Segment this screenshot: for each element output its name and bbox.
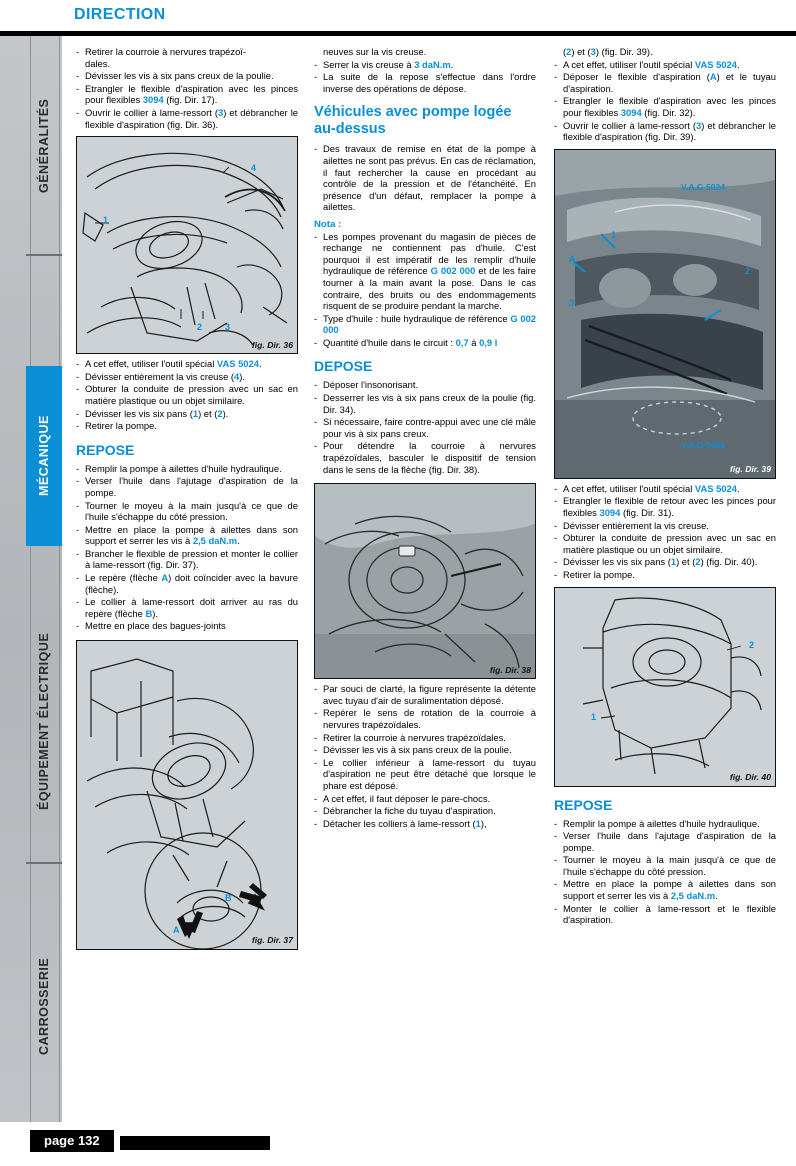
list-item: - Tourner le moyeu à la main jusqu'à ce que de l'huile s'échappe du côté pression. (76, 500, 298, 523)
figure-dir-39-photo (555, 150, 775, 478)
list-item: - Le collier à lame-ressort doit arriver au ras du repère (flèche B). (76, 596, 298, 619)
col1-repose-list (76, 463, 298, 632)
list-item: - Si nécessaire, faire contre-appui avec une clé mâle pour vis à six pans creux. (314, 416, 536, 439)
list-item: - Obturer la conduite de pression avec un sac en matière plastique ou un objet similaire. (554, 532, 776, 555)
figure-label-1: 1 (103, 215, 109, 226)
list-item: - Remplir la pompe à ailettes d'huile hydraulique. (554, 818, 776, 830)
list-item: - Brancher le flexible de pression et monter le collier à lame-ressort (fig. Dir. 37). (76, 548, 298, 571)
sidebar-item-label: MÉCANIQUE (37, 415, 51, 497)
figure-label-a: A (569, 253, 576, 264)
figure-caption: fig. Dir. 38 (489, 664, 531, 675)
list-item: - Ouvrir le collier à lame-ressort (3) et débrancher le flexible d'aspiration (fig. Dir. 39). (554, 120, 776, 143)
figure-dir-38 (314, 483, 536, 679)
section-heading-depose: DEPOSE (314, 358, 373, 375)
col2-depose-list (314, 379, 536, 475)
col3-repose-list (554, 818, 776, 926)
col2-nota-list (314, 231, 536, 349)
list-item: - Des travaux de remise en état de la pompe à ailettes ne sont pas prévus. En cas de réclamation, il faut rechercher la cause en procédant au contrôle de la pression et de l'étanchéité. En présence d'un défaut, remplacer la pompe à ailettes. (314, 143, 536, 213)
figure-label-b: B (225, 893, 232, 904)
list-item: - Dévisser les vis six pans (1) et (2). (76, 408, 298, 420)
list-item: - Etrangler le flexible de retour avec les pinces pour flexibles 3094 (fig. Dir. 31). (554, 495, 776, 518)
figure-dir-40 (554, 587, 776, 787)
footer-rule (120, 1136, 270, 1150)
list-item: - Dévisser les vis six pans (1) et (2) (fig. Dir. 40). (554, 556, 776, 568)
list-item: - Mettre en place la pompe à ailettes dans son support et serrer les vis à 2,5 daN.m. (554, 878, 776, 901)
sidebar-item-label: GÉNÉRALITÉS (37, 98, 51, 194)
sidebar-item-label: ÉQUIPEMENT ÉLECTRIQUE (37, 632, 51, 810)
list-item: - Les pompes provenant du magasin de pièces de rechange ne contiennent pas d'huile. C'est pourquoi il est impératif de les remplir d'huile hydraulique de référence G 002 000 et de les faire tourner à la main avant la pose. Dans le cas contraire, des bruits ou des endommagements risquent de se produire pendant la marche. (314, 231, 536, 312)
col1-list-mid (76, 358, 298, 432)
tool-label-top: V.A.G 5024 (681, 181, 726, 192)
list-item: - Dévisser entièrement la vis creuse. (554, 520, 776, 532)
figure-caption: fig. Dir. 36 (251, 339, 293, 350)
col2-intro-list (314, 143, 536, 213)
list-item: - Retirer la courroie à nervures trapézoï- dales. (76, 46, 298, 69)
col3-list-top (554, 46, 776, 143)
figure-dir-37 (76, 640, 298, 950)
list-item: - Verser l'huile dans l'ajutage d'aspiration de la pompe. (554, 830, 776, 853)
column-2 (314, 46, 536, 830)
figure-label-1: 1 (591, 711, 597, 722)
list-item: - Ouvrir le collier à lame-ressort (3) et débrancher le flexible d'aspiration (fig. Dir. 36). (76, 107, 298, 130)
figure-dir-37-drawing (77, 641, 297, 949)
figure-label-3: 3 (225, 322, 231, 333)
list-item: - Déposer le flexible d'aspiration (A) et le tuyau d'aspiration. (554, 71, 776, 94)
sidebar-item-generalites[interactable] (26, 46, 62, 246)
list-item: - Le collier inférieur à lame-ressort du tuyau d'aspiration ne peut être détaché que lorsque le phare est déposé. (314, 757, 536, 792)
figure-label-2: 2 (749, 639, 755, 650)
page-header (0, 0, 796, 32)
page-footer (0, 1122, 796, 1166)
list-item: - Retirer la pompe. (554, 569, 776, 581)
list-item: - A cet effet, utiliser l'outil spécial VAS 5024. (554, 59, 776, 71)
figure-label-3: 3 (569, 297, 575, 308)
figure-label-2: 2 (745, 265, 751, 276)
sidebar-item-equipement-electrique[interactable] (26, 596, 62, 846)
sidebar-item-mecanique[interactable] (26, 366, 62, 546)
list-item: - A cet effet, il faut déposer le pare-chocs. (314, 793, 536, 805)
list-item: - Monter le collier à lame-ressort et le flexible d'aspiration. (554, 903, 776, 926)
list-item: - Desserrer les vis à six pans creux de la poulie (fig. Dir. 34). (314, 392, 536, 415)
list-item: - Mettre en place des bagues-joints (76, 620, 298, 632)
list-item: - Retirer la pompe. (76, 420, 298, 432)
list-item: neuves sur la vis creuse. (323, 46, 427, 57)
list-item: - Par souci de clarté, la figure représente la détente avec tuyau d'air de suralimentation déposé. (314, 683, 536, 706)
list-item: - Etrangler le flexible d'aspiration avec les pinces pour flexibles 3094 (fig. Dir. 32). (554, 95, 776, 118)
figure-dir-40-drawing (555, 588, 775, 786)
list-item: - Remplir la pompe à ailettes d'huile hydraulique. (76, 463, 298, 475)
list-item: - Obturer la conduite de pression avec un sac en matière plastique ou un objet similaire. (76, 383, 298, 406)
figure-label-4: 4 (251, 163, 257, 174)
list-item: - Repérer le sens de rotation de la courroie à nervures trapézoïdales. (314, 707, 536, 730)
figure-label-a: A (173, 925, 180, 936)
list-item: - La suite de la repose s'effectue dans l'ordre inverse des opérations de dépose. (314, 71, 536, 94)
col2-list-bottom (314, 683, 536, 829)
figure-caption: fig. Dir. 37 (251, 935, 293, 946)
list-item: (2) et (3) (fig. Dir. 39). (563, 46, 653, 57)
list-item: - Le repère (flèche A) doit coïncider avec la bavure (flèche). (76, 572, 298, 595)
section-heading-repose: REPOSE (76, 441, 135, 458)
list-item: - Dévisser entièrement la vis creuse (4). (76, 371, 298, 383)
list-item: - Détacher les colliers à lame-ressort (1), (314, 818, 536, 830)
list-item: - A cet effet, utiliser l'outil spécial VAS 5024. (554, 483, 776, 495)
column-3 (554, 46, 776, 927)
content-area (62, 36, 796, 1122)
list-item: - A cet effet, utiliser l'outil spécial VAS 5024. (76, 358, 298, 370)
sidebar-item-label: CARROSSERIE (37, 957, 51, 1055)
page-title: DIRECTION (74, 6, 166, 23)
sidebar-item-carrosserie[interactable] (26, 916, 62, 1096)
list-item: - Quantité d'huile dans le circuit : 0,7 à 0,9 l (314, 337, 536, 349)
figure-dir-38-drawing (315, 484, 535, 678)
col2-list-top (314, 46, 536, 94)
list-item: - Retirer la courroie à nervures trapézoïdales. (314, 732, 536, 744)
col1-list-top (76, 46, 298, 130)
section-heading-repose: REPOSE (554, 796, 613, 813)
list-item: - Débrancher la fiche du tuyau d'aspiration. (314, 805, 536, 817)
figure-dir-36 (76, 136, 298, 354)
list-item: - Pour détendre la courroie à nervures trapézoïdales, basculer le dispositif de tension dans le sens de la flèche (fig. Dir. 38). (314, 440, 536, 475)
list-item: - Tourner le moyeu à la main jusqu'à ce que de l'huile s'échappe du côté pression. (554, 854, 776, 877)
figure-caption: fig. Dir. 39 (729, 464, 771, 475)
figure-caption: fig. Dir. 40 (729, 771, 771, 782)
rail-divider (26, 254, 62, 256)
col3-list-mid (554, 483, 776, 581)
list-item: - Serrer la vis creuse à 3 daN.m. (314, 59, 536, 71)
section-heading-vehicules: Véhicules avec pompe logée au-dessus (314, 104, 512, 138)
list-item: - Type d'huile : huile hydraulique de référence G 002 000 (314, 313, 536, 336)
nota-label: Nota : (314, 218, 342, 230)
page-number: page 132 (30, 1130, 114, 1152)
figure-label-1: 1 (611, 229, 617, 240)
figure-label-2: 2 (197, 322, 203, 333)
figure-dir-39 (554, 149, 776, 479)
list-item: - Etrangler le flexible d'aspiration avec les pinces pour flexibles 3094 (fig. Dir. 17). (76, 83, 298, 106)
list-item: - Mettre en place la pompe à ailettes dans son support et serrer les vis à 2,5 daN.m. (76, 524, 298, 547)
column-1 (76, 46, 298, 954)
sidebar-rail (0, 36, 62, 1122)
list-item: - Dévisser les vis à six pans creux de la poulie. (314, 744, 536, 756)
tool-label-bottom: V.A.G 5024 (681, 439, 726, 450)
rail-divider (26, 862, 62, 864)
list-item: - Verser l'huile dans l'ajutage d'aspiration de la pompe. (76, 475, 298, 498)
figure-dir-36-drawing (77, 137, 297, 353)
list-item: - Déposer l'insonorisant. (314, 379, 536, 391)
list-item: - Dévisser les vis à six pans creux de la poulie. (76, 70, 298, 82)
